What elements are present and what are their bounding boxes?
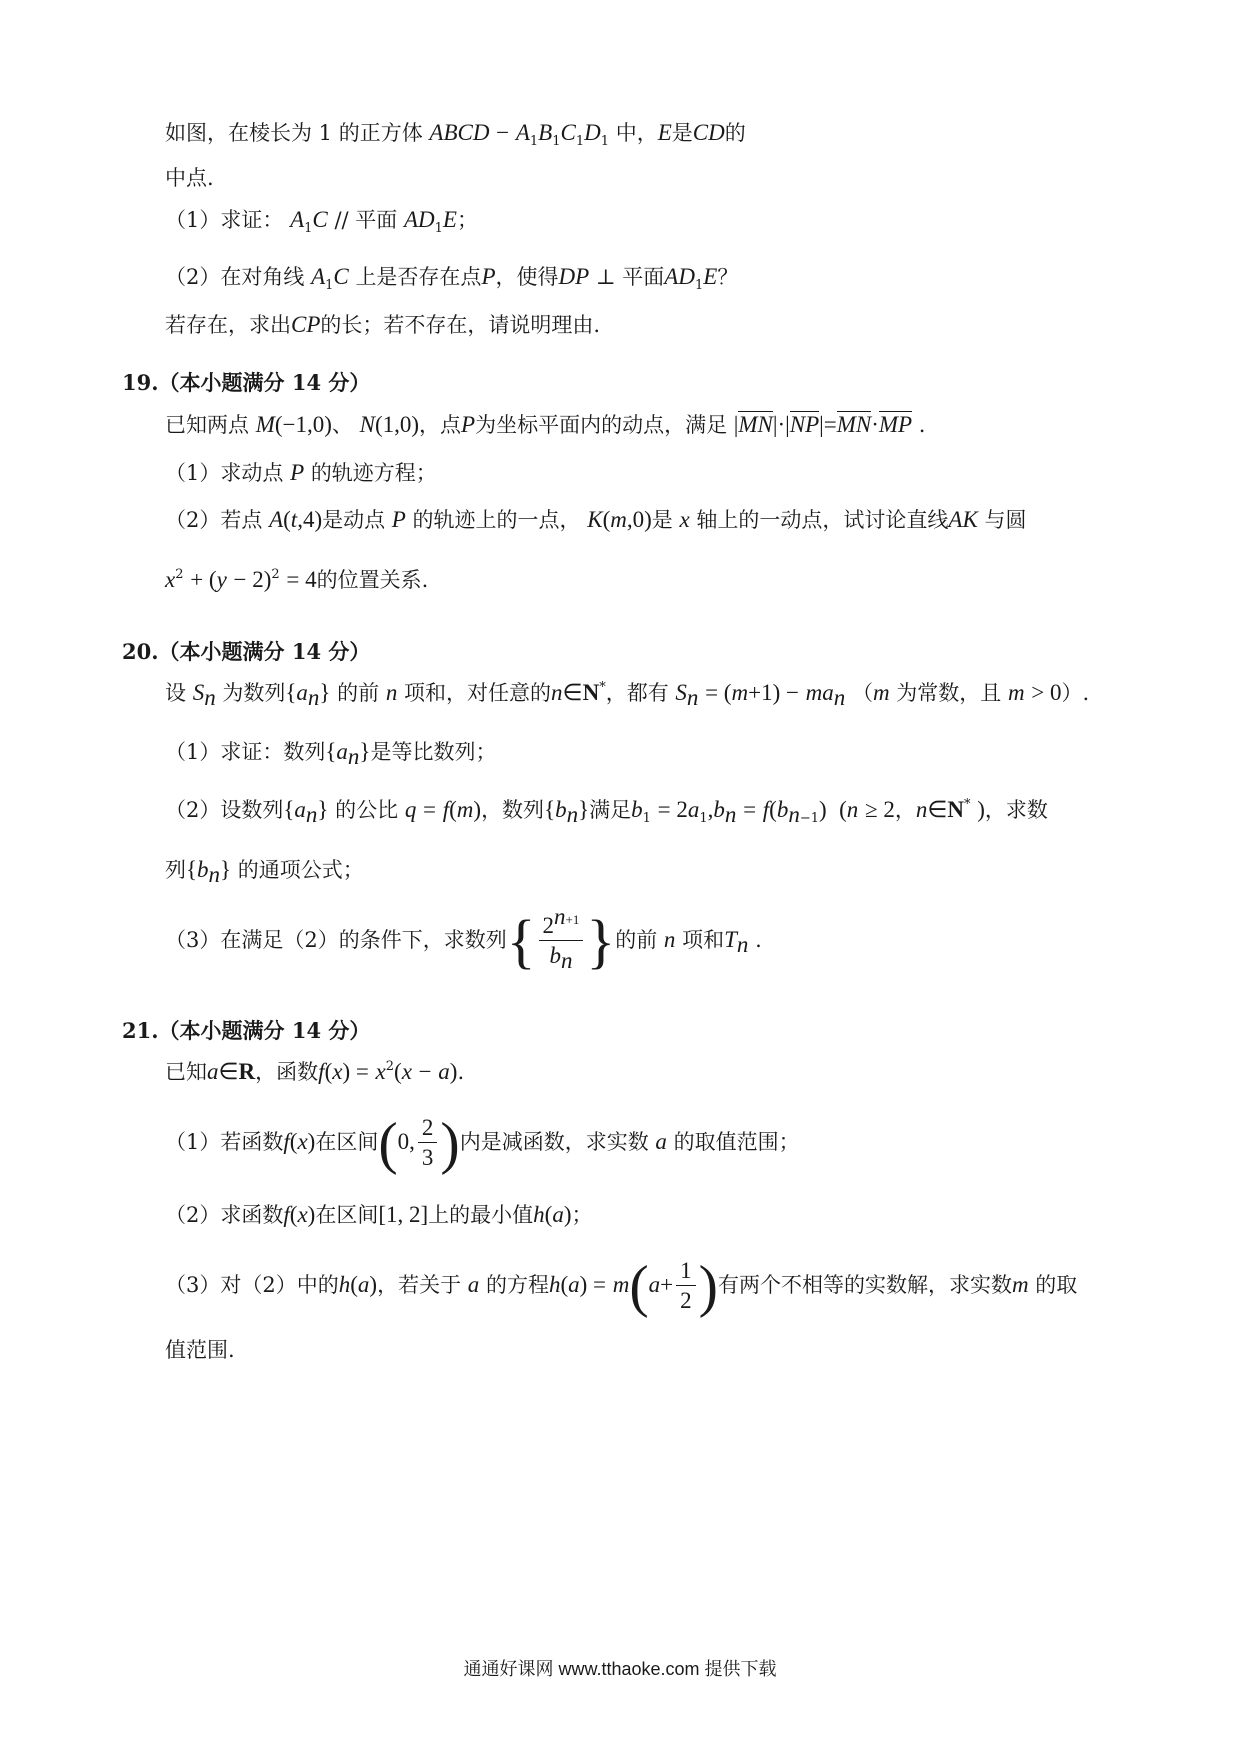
page-footer: 通通好课网 www.tthaoke.com 提供下载 [463, 1659, 777, 1679]
q20-intro: 设 $S_n$ 为数列$\{a_n\}$ 的前 n 项和，对任意的n∈N*，都有 $S_n = (m+1) - ma_n$ （m 为常数，且 m > 0）. [165, 680, 1090, 710]
q18-part2-cont: 若存在，求出CP的长；若不存在，请说明理由. [165, 312, 601, 337]
q21-part3: （3）对（2）中的h(a)，若关于 a 的方程h(a) = m(a+ $\frac{1}{2}$ )有两个不相等的实数解，求实数m 的取 [165, 1253, 1078, 1319]
q18-intro-line1: 如图，在棱长为 1 的正方体 ABCD − $A_1B_1C_1D_1$ 中，E是CD的 [165, 120, 746, 149]
q21-heading: 21.（本小题满分 14 分） [122, 1018, 371, 1043]
q20-part2: （2）设数列$\{a_n\}$ 的公比 q = f(m)，数列$\{b_n\}$满足$b_1 = 2a_1,b_n = f(b_{n-1}) (n \ge 2$，n∈N* )，求数 [165, 797, 1048, 827]
q21-part3-cont: 值范围. [165, 1338, 235, 1362]
q21-part2: （2）求函数f(x)在区间[1, 2]上的最小值h(a)； [165, 1202, 593, 1227]
q18-part2: （2）在对角线 $A_1C$ 上是否存在点P，使得DP ⊥ 平面$AD_1E$？ [165, 264, 739, 293]
q19-part1: （1）求动点 P 的轨迹方程； [165, 460, 437, 485]
q20-part1: （1）求证：数列$\{a_n\}$是等比数列； [165, 739, 497, 769]
q20-heading: 20.（本小题满分 14 分） [122, 639, 371, 664]
q19-intro: 已知两点 M(−1,0)、 N(1,0)，点P为坐标平面内的动点，满足 |MN|·|NP|=MN·MP . [165, 412, 926, 437]
q19-part2: （2）若点 A(t,4)是动点 P 的轨迹上的一点， K(m,0)是 x 轴上的一动点，试讨论直线AK 与圆 [165, 507, 1027, 532]
q21-part1: （1）若函数f(x)在区间(0, $\frac{2}{3}$ )内是减函数，求实数 a 的取值范围； [165, 1110, 800, 1176]
q21-intro: 已知a∈R，函数$f(x) = x^2(x - a)$. [165, 1059, 465, 1084]
q18-part1: （1）求证： $A_1C$ // 平面 $AD_1E$； [165, 207, 478, 236]
q19-part2-cont: $x^2 + (y - 2)^2 = 4$的位置关系. [165, 567, 429, 592]
q20-part3: （3）在满足（2）的条件下，求数列{ $\frac{2^{n+1}}{b_n}$ }的前 n 项和$T_n$ . [165, 904, 762, 975]
q18-intro-line2: 中点. [165, 166, 214, 190]
q20-part2-cont: 列$\{b_n\}$ 的通项公式； [165, 857, 364, 887]
q19-heading: 19.（本小题满分 14 分） [122, 370, 371, 395]
